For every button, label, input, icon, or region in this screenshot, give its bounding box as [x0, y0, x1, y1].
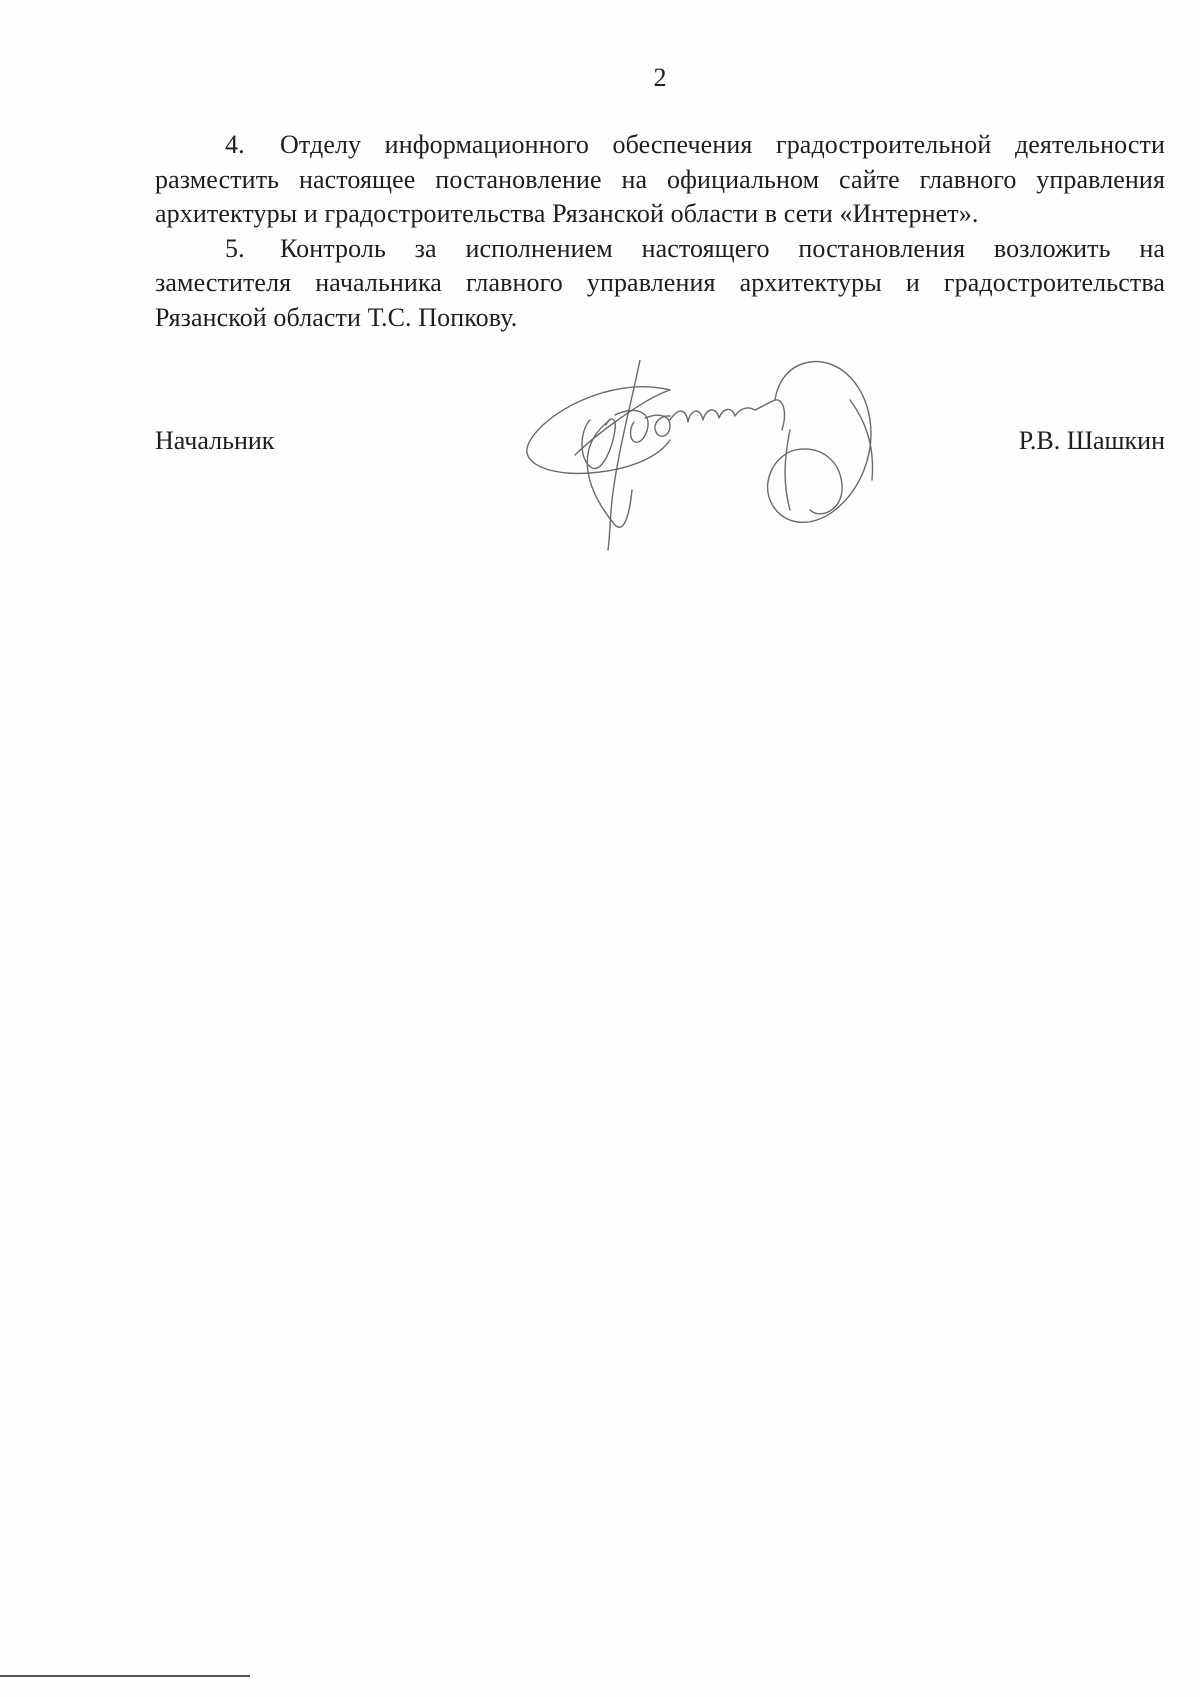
signatory-title: Начальник [155, 426, 275, 455]
paragraph-text: Отделу информационного обеспечения градостроительной деятельности разместить настоящее постановление на официальном сайте главного управления архитектуры и градостроительства Рязанской области в сети «Интернет». [155, 130, 1165, 228]
document-body [155, 128, 1165, 335]
paragraph-number: 5. [225, 233, 245, 263]
signature-block [155, 424, 1165, 464]
paragraph-5 [155, 232, 1165, 336]
signatory-name: Р.В. Шашкин [1018, 426, 1165, 455]
paragraph-4 [155, 128, 1165, 232]
handwritten-signature [520, 360, 940, 575]
page-number: 2 [653, 63, 667, 92]
paragraph-text: Контроль за исполнением настоящего постановления возложить на заместителя начальника главного управления архитектуры и градостроительства Рязанской области Т.С. Попкову. [155, 233, 1165, 332]
footer-divider [0, 1675, 250, 1677]
paragraph-number: 4. [225, 130, 245, 159]
